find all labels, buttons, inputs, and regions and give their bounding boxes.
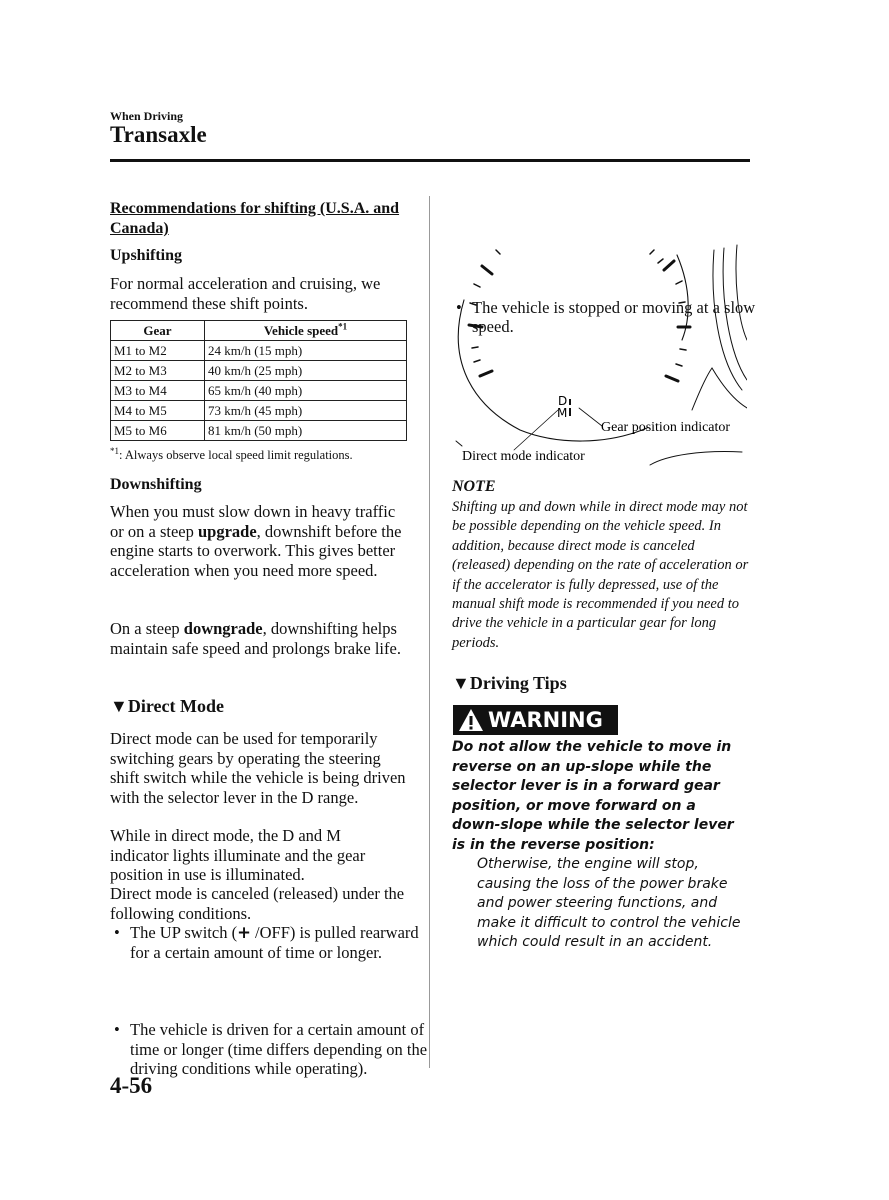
upshifting-text: For normal acceleration and cruising, we recommend these shift points. — [110, 274, 381, 313]
d-indicator: D — [558, 394, 568, 408]
table-row: M3 to M4 65 km/h (40 mph) — [111, 381, 407, 401]
note-body: Shifting up and down while in direct mode may not be possible depending on the vehicle speed. In addition, because direct mode is canceled (released) depending on the rate of acceleration or if the accelerator is fully depressed, use of the manual shift mode is recommended if you need to drive the vehicle in a particular gear for long periods. — [452, 499, 749, 651]
gear-position-indicator-label: Gear position indicator — [601, 420, 731, 435]
table-row: M2 to M3 40 km/h (25 mph) — [111, 361, 407, 381]
column-divider — [429, 196, 430, 1068]
page-number: 4-56 — [110, 1073, 153, 1098]
shift-points-table — [110, 320, 407, 441]
direct-mode-indicator-label: Direct mode indicator — [462, 449, 585, 464]
warning-badge: WARNING — [453, 705, 618, 735]
triangle-down-icon: ▼ — [110, 696, 128, 716]
direct-mode-paragraph-2: While in direct mode, the D and M indicator lights illuminate and the gear position in use is illuminated. — [110, 826, 366, 884]
title-rule — [110, 159, 750, 162]
table-header-speed: Vehicle speed$^{*1}$ — [205, 321, 407, 341]
driving-tips-heading: ▼Driving Tips — [452, 673, 567, 693]
warning-text: Otherwise, the engine will stop, causing the loss of the power brake and power steering functions, and make it difficult to control the vehicle which could result in an accident. — [477, 856, 741, 950]
warning-bold-text: Do not allow the vehicle to move in reverse on an up-slope while the selector lever is in a forward gear position, or move forward on a down-slope while the selector lever is in the reverse position: — [452, 739, 734, 853]
direct-mode-paragraph-3: Direct mode is canceled (released) under the following conditions. — [110, 884, 405, 923]
m-indicator: M — [557, 406, 568, 420]
direct-mode-paragraph-1: Direct mode can be used for temporarily switching gears by operating the steering shift switch while the vehicle is being driven with the selector lever in the D range. — [110, 729, 406, 807]
downshifting-paragraph-2: On a steep downgrade, downshifting helps maintain safe speed and prolongs brake life. — [110, 619, 401, 658]
downshifting-heading: Downshifting — [110, 476, 202, 493]
page-title: Transaxle — [110, 122, 207, 147]
table-row: M4 to M5 73 km/h (45 mph) — [111, 401, 407, 421]
bullet-driven-time: • The vehicle is driven for a certain amount of time or longer (time differs depending on the driving conditions while operating). — [110, 1020, 430, 1079]
table-footnote: $^{*1}$: Always observe local speed limit regulations. — [110, 445, 353, 462]
table-row: M5 to M6 81 km/h (50 mph) — [111, 421, 407, 441]
warning-icon — [458, 708, 484, 732]
instrument-cluster-diagram — [452, 240, 747, 472]
note-heading: NOTE — [452, 478, 496, 495]
shifting-recommendations-heading: Recommendations for shifting (U.S.A. and Canada) — [110, 200, 400, 237]
plus-icon: + — [237, 923, 251, 942]
upshifting-heading: Upshifting — [110, 247, 183, 264]
direct-mode-heading: ▼Direct Mode — [110, 696, 224, 716]
bullet-stopped: • The vehicle is stopped or moving at a slow speed. — [452, 298, 767, 337]
downshifting-paragraph-1: When you must slow down in heavy traffic or on a steep upgrade, downshift before the engine starts to overwork. This gives better acceleration when you need more speed. — [110, 502, 402, 580]
section-label: When Driving — [110, 109, 184, 123]
bullet-up-switch: • The UP switch (+ /OFF) is pulled rearward for a certain amount of time or longer. — [110, 923, 420, 962]
table-header-gear: Gear — [111, 321, 205, 341]
triangle-down-icon: ▼ — [452, 673, 470, 693]
table-row: M1 to M2 24 km/h (15 mph) — [111, 341, 407, 361]
